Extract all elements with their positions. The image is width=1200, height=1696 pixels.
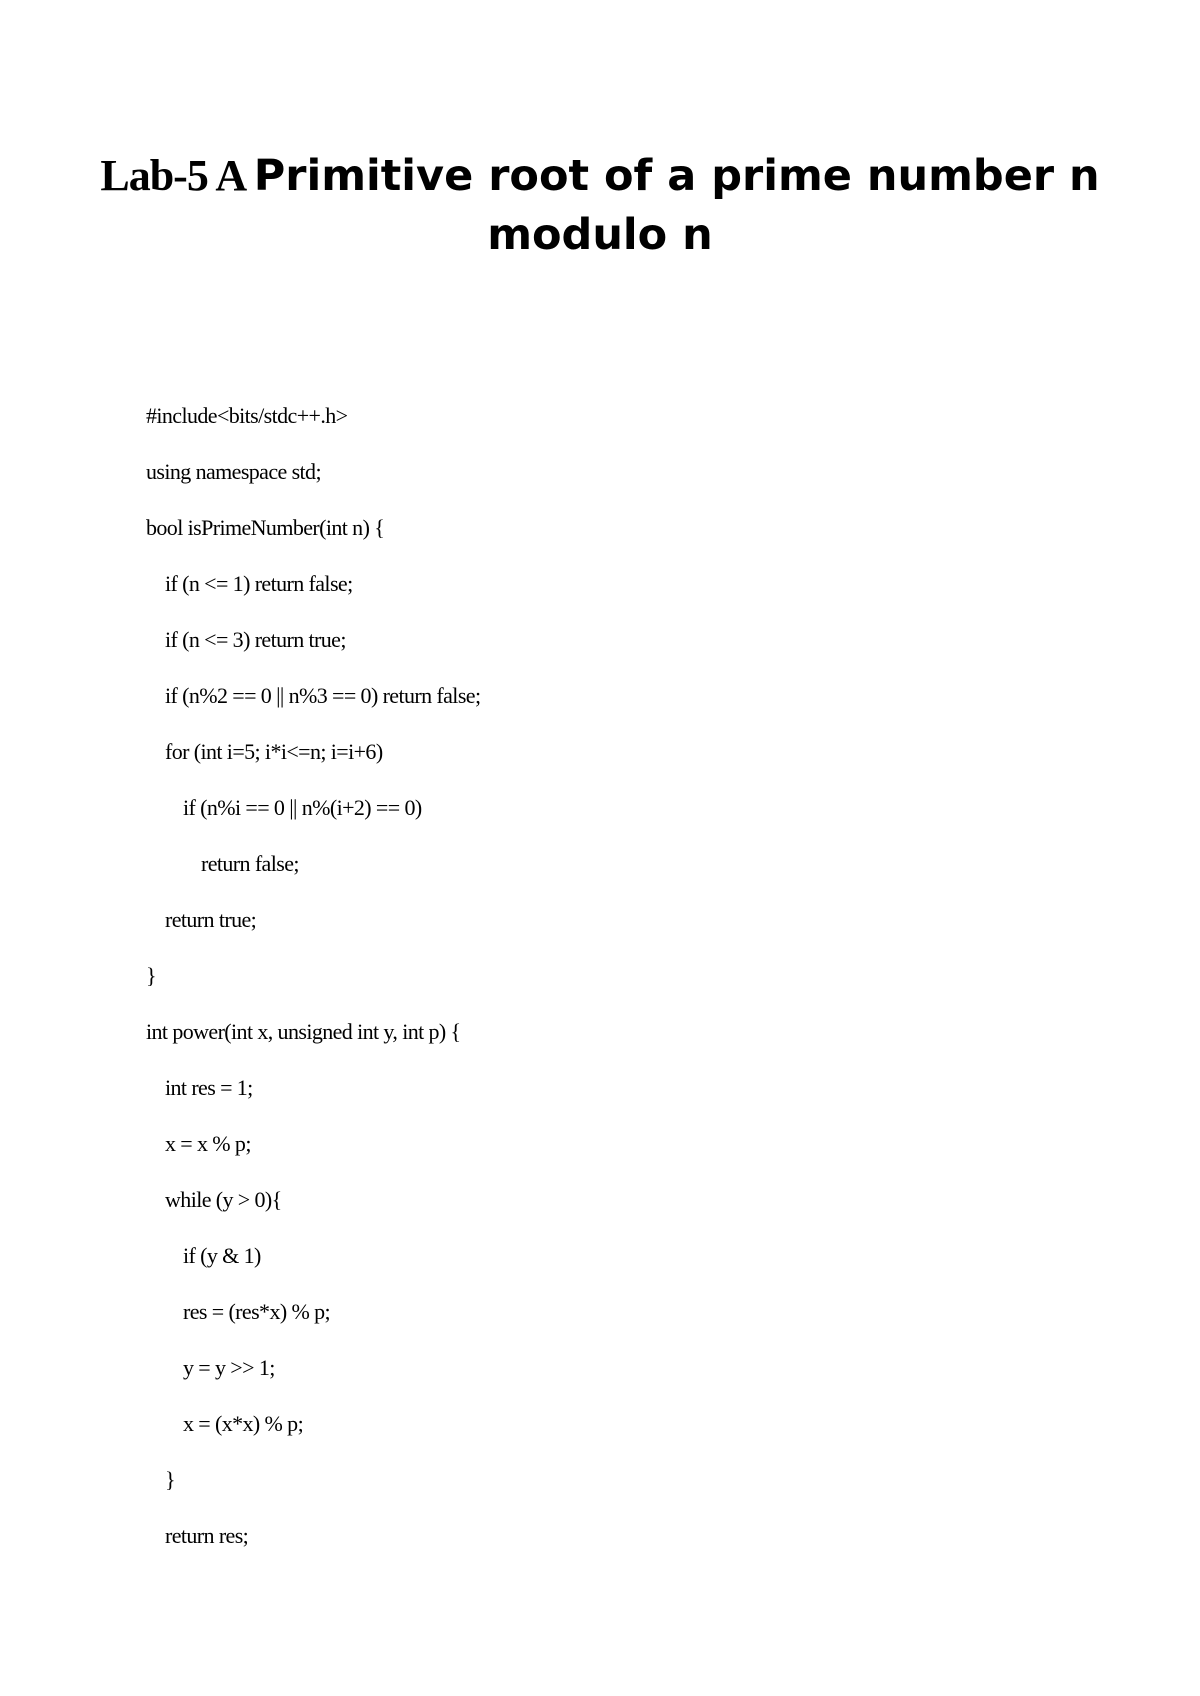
title-topic: Primitive root of a prime number n modulo n bbox=[253, 151, 1100, 260]
code-line: if (y & 1) bbox=[183, 1243, 261, 1268]
code-line: x = x % p; bbox=[165, 1131, 251, 1156]
code-line: if (n%i == 0 || n%(i+2) == 0) bbox=[183, 795, 422, 820]
code-line: return false; bbox=[201, 851, 299, 876]
code-line: return true; bbox=[165, 907, 257, 932]
code-line: } bbox=[165, 1467, 175, 1492]
code-line: } bbox=[146, 963, 156, 988]
code-line: #include<bits/stdc++.h> bbox=[146, 403, 348, 428]
code-line: int res = 1; bbox=[165, 1075, 253, 1100]
code-line: if (n <= 1) return false; bbox=[165, 571, 353, 596]
code-line: return res; bbox=[165, 1523, 249, 1548]
code-line: if (n%2 == 0 || n%3 == 0) return false; bbox=[165, 683, 481, 708]
code-line: for (int i=5; i*i<=n; i=i+6) bbox=[165, 739, 383, 764]
page-title bbox=[60, 146, 1140, 264]
code-line: while (y > 0){ bbox=[165, 1187, 282, 1212]
code-line: res = (res*x) % p; bbox=[183, 1299, 331, 1324]
code-line: bool isPrimeNumber(int n) { bbox=[146, 515, 385, 540]
code-line: int power(int x, unsigned int y, int p) { bbox=[146, 1019, 461, 1044]
code-line: using namespace std; bbox=[146, 459, 321, 484]
code-line: if (n <= 3) return true; bbox=[165, 627, 346, 652]
code-line: x = (x*x) % p; bbox=[183, 1411, 304, 1436]
title-lab-label: Lab-5 A bbox=[100, 151, 254, 200]
code-line: y = y >> 1; bbox=[183, 1355, 275, 1380]
